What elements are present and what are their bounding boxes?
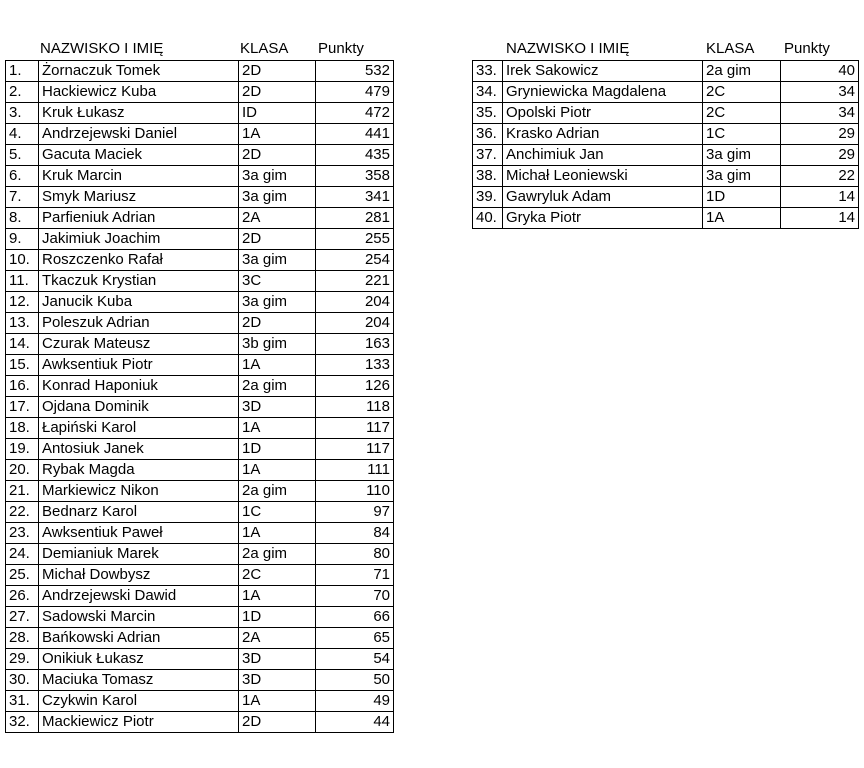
name-cell: Jakimiuk Joachim xyxy=(39,229,239,250)
class-cell: 2a gim xyxy=(703,61,781,82)
class-cell: 1D xyxy=(239,607,316,628)
class-cell: 2D xyxy=(239,82,316,103)
rank-cell: 34. xyxy=(473,82,503,103)
table-row xyxy=(6,187,394,208)
name-cell: Rybak Magda xyxy=(39,460,239,481)
name-cell: Gacuta Maciek xyxy=(39,145,239,166)
table-row xyxy=(6,607,394,628)
rank-cell: 5. xyxy=(6,145,39,166)
rank-cell: 1. xyxy=(6,61,39,82)
class-cell: 1A xyxy=(239,586,316,607)
rank-cell: 7. xyxy=(6,187,39,208)
right-header-class: KLASA xyxy=(706,40,755,57)
name-cell: Ojdana Dominik xyxy=(39,397,239,418)
name-cell: Parfieniuk Adrian xyxy=(39,208,239,229)
points-cell: 34 xyxy=(781,82,859,103)
name-cell: Smyk Mariusz xyxy=(39,187,239,208)
table-row xyxy=(6,418,394,439)
points-cell: 204 xyxy=(316,292,394,313)
rank-cell: 23. xyxy=(6,523,39,544)
table-row xyxy=(6,124,394,145)
class-cell: 3D xyxy=(239,670,316,691)
points-cell: 29 xyxy=(781,145,859,166)
points-cell: 29 xyxy=(781,124,859,145)
name-cell: Żornaczuk Tomek xyxy=(39,61,239,82)
name-cell: Hackiewicz Kuba xyxy=(39,82,239,103)
table-row xyxy=(473,187,859,208)
rank-cell: 31. xyxy=(6,691,39,712)
name-cell: Krasko Adrian xyxy=(503,124,703,145)
rank-cell: 30. xyxy=(6,670,39,691)
rank-cell: 20. xyxy=(6,460,39,481)
points-cell: 118 xyxy=(316,397,394,418)
class-cell: 2C xyxy=(703,82,781,103)
points-cell: 472 xyxy=(316,103,394,124)
table-row xyxy=(6,460,394,481)
class-cell: 1D xyxy=(703,187,781,208)
rank-cell: 25. xyxy=(6,565,39,586)
class-cell: 1C xyxy=(239,502,316,523)
class-cell: 3a gim xyxy=(703,145,781,166)
ranking-table-right xyxy=(472,60,859,229)
points-cell: 441 xyxy=(316,124,394,145)
class-cell: 2a gim xyxy=(239,481,316,502)
left-header-class: KLASA xyxy=(240,40,289,57)
name-cell: Kruk Marcin xyxy=(39,166,239,187)
class-cell: 2a gim xyxy=(239,376,316,397)
name-cell: Maciuka Tomasz xyxy=(39,670,239,691)
points-cell: 117 xyxy=(316,418,394,439)
rank-cell: 4. xyxy=(6,124,39,145)
table-row xyxy=(6,670,394,691)
points-cell: 71 xyxy=(316,565,394,586)
rank-cell: 12. xyxy=(6,292,39,313)
name-cell: Awksentiuk Piotr xyxy=(39,355,239,376)
class-cell: 3a gim xyxy=(239,250,316,271)
rank-cell: 40. xyxy=(473,208,503,229)
table-row xyxy=(6,439,394,460)
class-cell: 2C xyxy=(703,103,781,124)
rank-cell: 22. xyxy=(6,502,39,523)
name-cell: Anchimiuk Jan xyxy=(503,145,703,166)
class-cell: 2D xyxy=(239,145,316,166)
table-row xyxy=(473,61,859,82)
points-cell: 110 xyxy=(316,481,394,502)
name-cell: Antosiuk Janek xyxy=(39,439,239,460)
class-cell: 3a gim xyxy=(703,166,781,187)
table-row xyxy=(6,691,394,712)
table-row xyxy=(6,61,394,82)
table-row xyxy=(6,376,394,397)
ranking-table-left xyxy=(5,60,394,733)
table-row xyxy=(6,82,394,103)
name-cell: Kruk Łukasz xyxy=(39,103,239,124)
class-cell: 3b gim xyxy=(239,334,316,355)
name-cell: Łapiński Karol xyxy=(39,418,239,439)
name-cell: Konrad Haponiuk xyxy=(39,376,239,397)
rank-cell: 33. xyxy=(473,61,503,82)
points-cell: 117 xyxy=(316,439,394,460)
points-cell: 111 xyxy=(316,460,394,481)
class-cell: 1A xyxy=(239,523,316,544)
rank-cell: 17. xyxy=(6,397,39,418)
table-row xyxy=(6,145,394,166)
rank-cell: 19. xyxy=(6,439,39,460)
rank-cell: 14. xyxy=(6,334,39,355)
table-row xyxy=(6,397,394,418)
points-cell: 435 xyxy=(316,145,394,166)
points-cell: 532 xyxy=(316,61,394,82)
points-cell: 44 xyxy=(316,712,394,733)
table-row xyxy=(6,334,394,355)
points-cell: 341 xyxy=(316,187,394,208)
points-cell: 34 xyxy=(781,103,859,124)
name-cell: Czurak Mateusz xyxy=(39,334,239,355)
name-cell: Opolski Piotr xyxy=(503,103,703,124)
points-cell: 254 xyxy=(316,250,394,271)
table-row xyxy=(6,313,394,334)
table-row xyxy=(6,481,394,502)
table-row xyxy=(473,208,859,229)
name-cell: Andrzejewski Daniel xyxy=(39,124,239,145)
rank-cell: 8. xyxy=(6,208,39,229)
points-cell: 358 xyxy=(316,166,394,187)
class-cell: 3a gim xyxy=(239,292,316,313)
class-cell: 3C xyxy=(239,271,316,292)
table-row xyxy=(6,229,394,250)
points-cell: 133 xyxy=(316,355,394,376)
name-cell: Czykwin Karol xyxy=(39,691,239,712)
class-cell: 2a gim xyxy=(239,544,316,565)
points-cell: 49 xyxy=(316,691,394,712)
table-row xyxy=(6,355,394,376)
name-cell: Gryka Piotr xyxy=(503,208,703,229)
points-cell: 479 xyxy=(316,82,394,103)
rank-cell: 26. xyxy=(6,586,39,607)
table-row xyxy=(6,712,394,733)
name-cell: Bednarz Karol xyxy=(39,502,239,523)
left-header-points: Punkty xyxy=(318,40,364,57)
class-cell: 1A xyxy=(239,691,316,712)
right-header-points: Punkty xyxy=(784,40,830,57)
name-cell: Michał Dowbysz xyxy=(39,565,239,586)
class-cell: 1C xyxy=(703,124,781,145)
class-cell: 1A xyxy=(239,418,316,439)
class-cell: 2A xyxy=(239,208,316,229)
rank-cell: 36. xyxy=(473,124,503,145)
class-cell: 2D xyxy=(239,61,316,82)
points-cell: 65 xyxy=(316,628,394,649)
class-cell: 3D xyxy=(239,649,316,670)
points-cell: 22 xyxy=(781,166,859,187)
rank-cell: 21. xyxy=(6,481,39,502)
rank-cell: 24. xyxy=(6,544,39,565)
points-cell: 66 xyxy=(316,607,394,628)
rank-cell: 6. xyxy=(6,166,39,187)
rank-cell: 13. xyxy=(6,313,39,334)
name-cell: Awksentiuk Paweł xyxy=(39,523,239,544)
name-cell: Andrzejewski Dawid xyxy=(39,586,239,607)
class-cell: 1A xyxy=(703,208,781,229)
name-cell: Irek Sakowicz xyxy=(503,61,703,82)
points-cell: 54 xyxy=(316,649,394,670)
points-cell: 97 xyxy=(316,502,394,523)
name-cell: Gawryluk Adam xyxy=(503,187,703,208)
class-cell: 3D xyxy=(239,397,316,418)
table-row xyxy=(473,166,859,187)
table-row xyxy=(6,103,394,124)
name-cell: Poleszuk Adrian xyxy=(39,313,239,334)
table-row xyxy=(6,208,394,229)
rank-cell: 37. xyxy=(473,145,503,166)
table-row xyxy=(6,628,394,649)
points-cell: 14 xyxy=(781,187,859,208)
table-row xyxy=(6,502,394,523)
table-row xyxy=(473,103,859,124)
points-cell: 70 xyxy=(316,586,394,607)
class-cell: ID xyxy=(239,103,316,124)
table-row xyxy=(6,292,394,313)
points-cell: 221 xyxy=(316,271,394,292)
name-cell: Bańkowski Adrian xyxy=(39,628,239,649)
points-cell: 14 xyxy=(781,208,859,229)
rank-cell: 35. xyxy=(473,103,503,124)
points-cell: 80 xyxy=(316,544,394,565)
points-cell: 204 xyxy=(316,313,394,334)
table-row xyxy=(6,649,394,670)
points-cell: 163 xyxy=(316,334,394,355)
points-cell: 40 xyxy=(781,61,859,82)
rank-cell: 16. xyxy=(6,376,39,397)
rank-cell: 38. xyxy=(473,166,503,187)
rank-cell: 9. xyxy=(6,229,39,250)
name-cell: Sadowski Marcin xyxy=(39,607,239,628)
table-row xyxy=(6,544,394,565)
rank-cell: 11. xyxy=(6,271,39,292)
left-header-name: NAZWISKO I IMIĘ xyxy=(40,40,164,57)
class-cell: 3a gim xyxy=(239,187,316,208)
name-cell: Janucik Kuba xyxy=(39,292,239,313)
rank-cell: 10. xyxy=(6,250,39,271)
class-cell: 3a gim xyxy=(239,166,316,187)
class-cell: 2D xyxy=(239,712,316,733)
name-cell: Gryniewicka Magdalena xyxy=(503,82,703,103)
points-cell: 281 xyxy=(316,208,394,229)
rank-cell: 28. xyxy=(6,628,39,649)
class-cell: 1A xyxy=(239,355,316,376)
points-cell: 255 xyxy=(316,229,394,250)
rank-cell: 32. xyxy=(6,712,39,733)
name-cell: Roszczenko Rafał xyxy=(39,250,239,271)
rank-cell: 3. xyxy=(6,103,39,124)
class-cell: 1D xyxy=(239,439,316,460)
class-cell: 1A xyxy=(239,124,316,145)
table-row xyxy=(6,166,394,187)
table-row xyxy=(6,586,394,607)
table-row xyxy=(473,82,859,103)
right-header-name: NAZWISKO I IMIĘ xyxy=(506,40,630,57)
rank-cell: 18. xyxy=(6,418,39,439)
table-row xyxy=(6,271,394,292)
rank-cell: 39. xyxy=(473,187,503,208)
name-cell: Michał Leoniewski xyxy=(503,166,703,187)
points-cell: 126 xyxy=(316,376,394,397)
class-cell: 1A xyxy=(239,460,316,481)
points-cell: 84 xyxy=(316,523,394,544)
name-cell: Markiewicz Nikon xyxy=(39,481,239,502)
rank-cell: 15. xyxy=(6,355,39,376)
name-cell: Tkaczuk Krystian xyxy=(39,271,239,292)
rank-cell: 29. xyxy=(6,649,39,670)
table-row xyxy=(473,124,859,145)
rank-cell: 27. xyxy=(6,607,39,628)
table-row xyxy=(6,523,394,544)
rank-cell: 2. xyxy=(6,82,39,103)
name-cell: Onikiuk Łukasz xyxy=(39,649,239,670)
points-cell: 50 xyxy=(316,670,394,691)
table-row xyxy=(6,250,394,271)
table-row xyxy=(473,145,859,166)
class-cell: 2D xyxy=(239,313,316,334)
class-cell: 2A xyxy=(239,628,316,649)
table-row xyxy=(6,565,394,586)
name-cell: Mackiewicz Piotr xyxy=(39,712,239,733)
class-cell: 2D xyxy=(239,229,316,250)
name-cell: Demianiuk Marek xyxy=(39,544,239,565)
class-cell: 2C xyxy=(239,565,316,586)
